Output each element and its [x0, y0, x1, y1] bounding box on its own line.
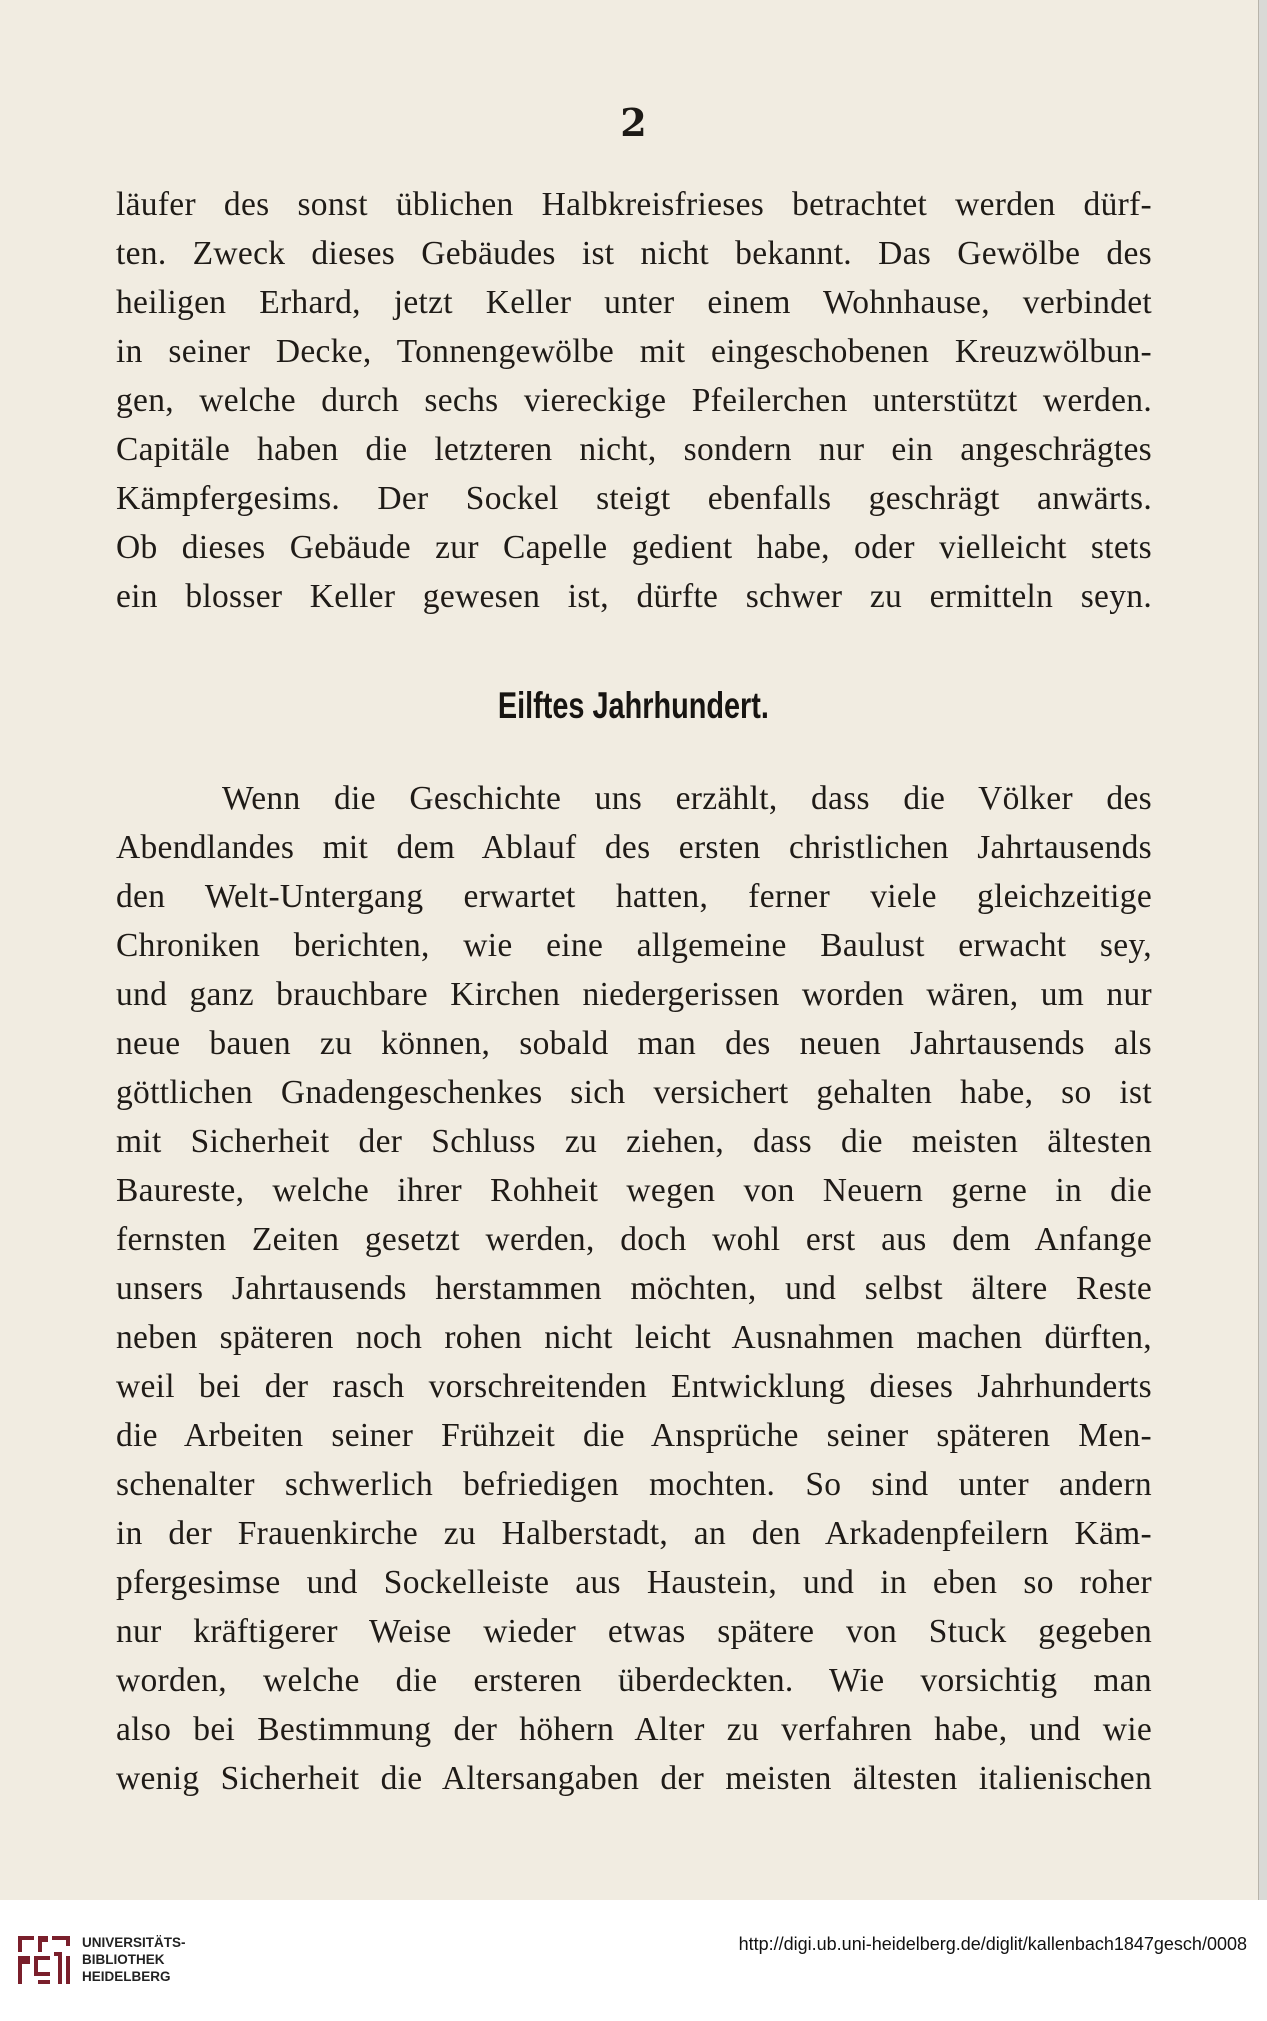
text-line: Baureste, welche ihrer Rohheit wegen von Neuern gerne in die [116, 1172, 1152, 1209]
text-line: die Arbeiten seiner Frühzeit die Ansprüche seiner späteren Men- [116, 1417, 1152, 1454]
text-line: göttlichen Gnadengeschenkes sich versichert gehalten habe, so ist [116, 1074, 1152, 1111]
text-line: worden, welche die ersteren überdeckten. Wie vorsichtig man [116, 1662, 1152, 1699]
text-line: Ob dieses Gebäude zur Capelle gedient habe, oder vielleicht stets [116, 529, 1152, 566]
text-line: und ganz brauchbare Kirchen niedergerissen worden wären, um nur [116, 976, 1152, 1013]
text-line: heiligen Erhard, jetzt Keller unter einem Wohnhause, verbindet [116, 284, 1152, 321]
text-line: unsers Jahrtausends herstammen möchten, und selbst ältere Reste [116, 1270, 1152, 1307]
institution-line: HEIDELBERG [82, 1969, 171, 1984]
source-url[interactable]: http://digi.ub.uni-heidelberg.de/diglit/kallenbach1847gesch/0008 [738, 1934, 1247, 1954]
text-line: in der Frauenkirche zu Halberstadt, an den Arkadenpfeilern Käm- [116, 1515, 1152, 1552]
paragraph-2 [116, 774, 1152, 1803]
library-seal-icon [14, 1932, 74, 1988]
institution-name [82, 1934, 186, 1985]
text-line: schenalter schwerlich befriedigen mochten. So sind unter andern [116, 1466, 1152, 1503]
paragraph-1 [116, 180, 1152, 621]
text-line: Abendlandes mit dem Ablauf des ersten christlichen Jahrtausends [116, 829, 1152, 866]
text-line: gen, welche durch sechs viereckige Pfeilerchen unterstützt werden. [116, 382, 1152, 419]
section-heading: Eilftes Jahrhundert. [497, 685, 769, 726]
page-edge [1258, 0, 1267, 1900]
text-line: den Welt-Untergang erwartet hatten, ferner viele gleichzeitige [116, 878, 1152, 915]
text-line: Capitäle haben die letzteren nicht, sondern nur ein angeschrägtes [116, 431, 1152, 468]
text-line: ten. Zweck dieses Gebäudes ist nicht bekannt. Das Gewölbe des [116, 235, 1152, 272]
text-line: Kämpfergesims. Der Sockel steigt ebenfalls geschrägt anwärts. [116, 480, 1152, 517]
page-number: 2 [620, 100, 647, 145]
text-line: neben späteren noch rohen nicht leicht Ausnahmen machen dürften, [116, 1319, 1152, 1356]
text-line: in seiner Decke, Tonnengewölbe mit eingeschobenen Kreuzwölbun- [116, 333, 1152, 370]
text-line: neue bauen zu können, sobald man des neuen Jahrtausends als [116, 1025, 1152, 1062]
text-line: Wenn die Geschichte uns erzählt, dass die Völker des [222, 780, 1152, 817]
text-line: also bei Bestimmung der höhern Alter zu verfahren habe, und wie [116, 1711, 1152, 1748]
text-line: fernsten Zeiten gesetzt werden, doch wohl erst aus dem Anfange [116, 1221, 1152, 1258]
text-line: läufer des sonst üblichen Halbkreisfrieses betrachtet werden dürf- [116, 186, 1152, 223]
text-line: weil bei der rasch vorschreitenden Entwicklung dieses Jahrhunderts [116, 1368, 1152, 1405]
text-line: pfergesimse und Sockelleiste aus Haustein, und in eben so roher [116, 1564, 1152, 1601]
text-line: ein blosser Keller gewesen ist, dürfte schwer zu ermitteln seyn. [116, 578, 1152, 615]
text-line: Chroniken berichten, wie eine allgemeine Baulust erwacht sey, [116, 927, 1152, 964]
text-line: mit Sicherheit der Schluss zu ziehen, dass die meisten ältesten [116, 1123, 1152, 1160]
institution-line: UNIVERSITÄTS- [82, 1935, 186, 1950]
text-line: nur kräftigerer Weise wieder etwas spätere von Stuck gegeben [116, 1613, 1152, 1650]
institution-line: BIBLIOTHEK [82, 1952, 165, 1967]
text-line: wenig Sicherheit die Altersangaben der meisten ältesten italienischen [116, 1760, 1152, 1797]
